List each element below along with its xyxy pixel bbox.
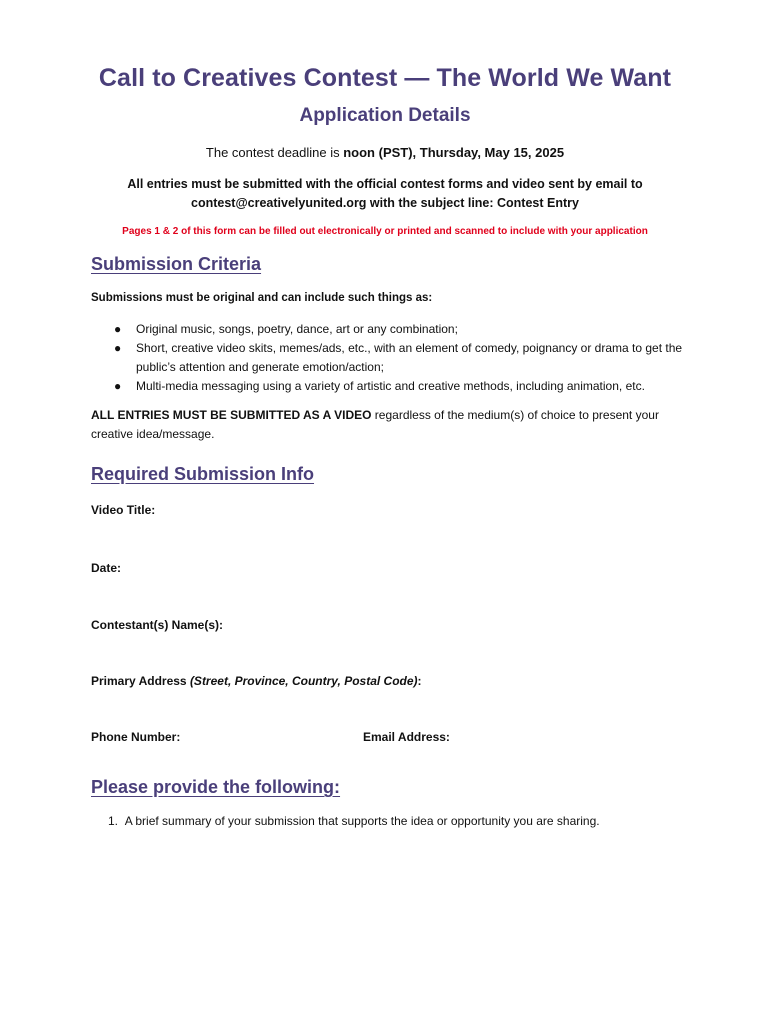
bullet-icon: ● [114,379,122,393]
form-note: Pages 1 & 2 of this form can be filled out electronically or printed and scanned to include with your application [122,226,648,237]
page-title: Call to Creatives Contest — The World We Want [98,64,672,92]
bullet-icon: ● [114,322,122,336]
address-label [91,674,422,688]
list-item [91,320,691,339]
video-requirement [91,406,691,444]
deadline-prefix: The contest deadline is [205,145,344,160]
bullet-icon: ● [114,341,122,355]
list-item-text: A brief summary of your submission that supports the idea or opportunity you are sharing. [124,814,600,828]
video-requirement-bold: ALL ENTRIES MUST BE SUBMITTED AS A VIDEO [91,408,372,422]
list-item-text: Multi-media messaging using a variety of artistic and creative methods, including animation, etc. [136,379,645,393]
page-subtitle: Application Details [299,105,471,126]
entry-instructions-line-2: contest@creativelyunited.org with the subject line: Contest Entry [191,196,579,210]
video-title-label: Video Title: [91,503,156,517]
address-colon: : [417,674,422,688]
entry-instructions-line-1: All entries must be submitted with the official contest forms and video sent by email to [127,177,643,191]
address-label-text: Primary Address [91,674,190,688]
submission-criteria-heading: Submission Criteria [91,254,262,274]
list-item-number: 1. [108,814,119,828]
contestants-label: Contestant(s) Name(s): [91,618,224,632]
required-info-heading: Required Submission Info [91,464,315,484]
provide-heading: Please provide the following: [91,777,341,797]
list-item [91,377,691,396]
criteria-list [91,320,691,396]
entry-instructions [0,175,770,213]
list-item-text: Short, creative video skits, memes/ads, etc., with an element of comedy, poignancy or drama to get the public’s attention and generate emotion/action; [136,341,683,374]
email-label: Email Address: [363,730,450,744]
list-item [108,814,600,828]
list-item [91,339,691,377]
phone-label: Phone Number: [91,730,181,744]
video-requirement-rest: regardless of the medium(s) of choice to present your creative idea/message. [91,408,659,441]
criteria-lead: Submissions must be original and can include such things as: [91,292,433,304]
deadline-date: noon (PST), Thursday, May 15, 2025 [343,145,565,160]
list-item-text: Original music, songs, poetry, dance, art or any combination; [136,322,458,336]
address-hint: (Street, Province, Country, Postal Code) [189,674,418,688]
date-label: Date: [91,561,122,575]
deadline-line [0,145,770,160]
